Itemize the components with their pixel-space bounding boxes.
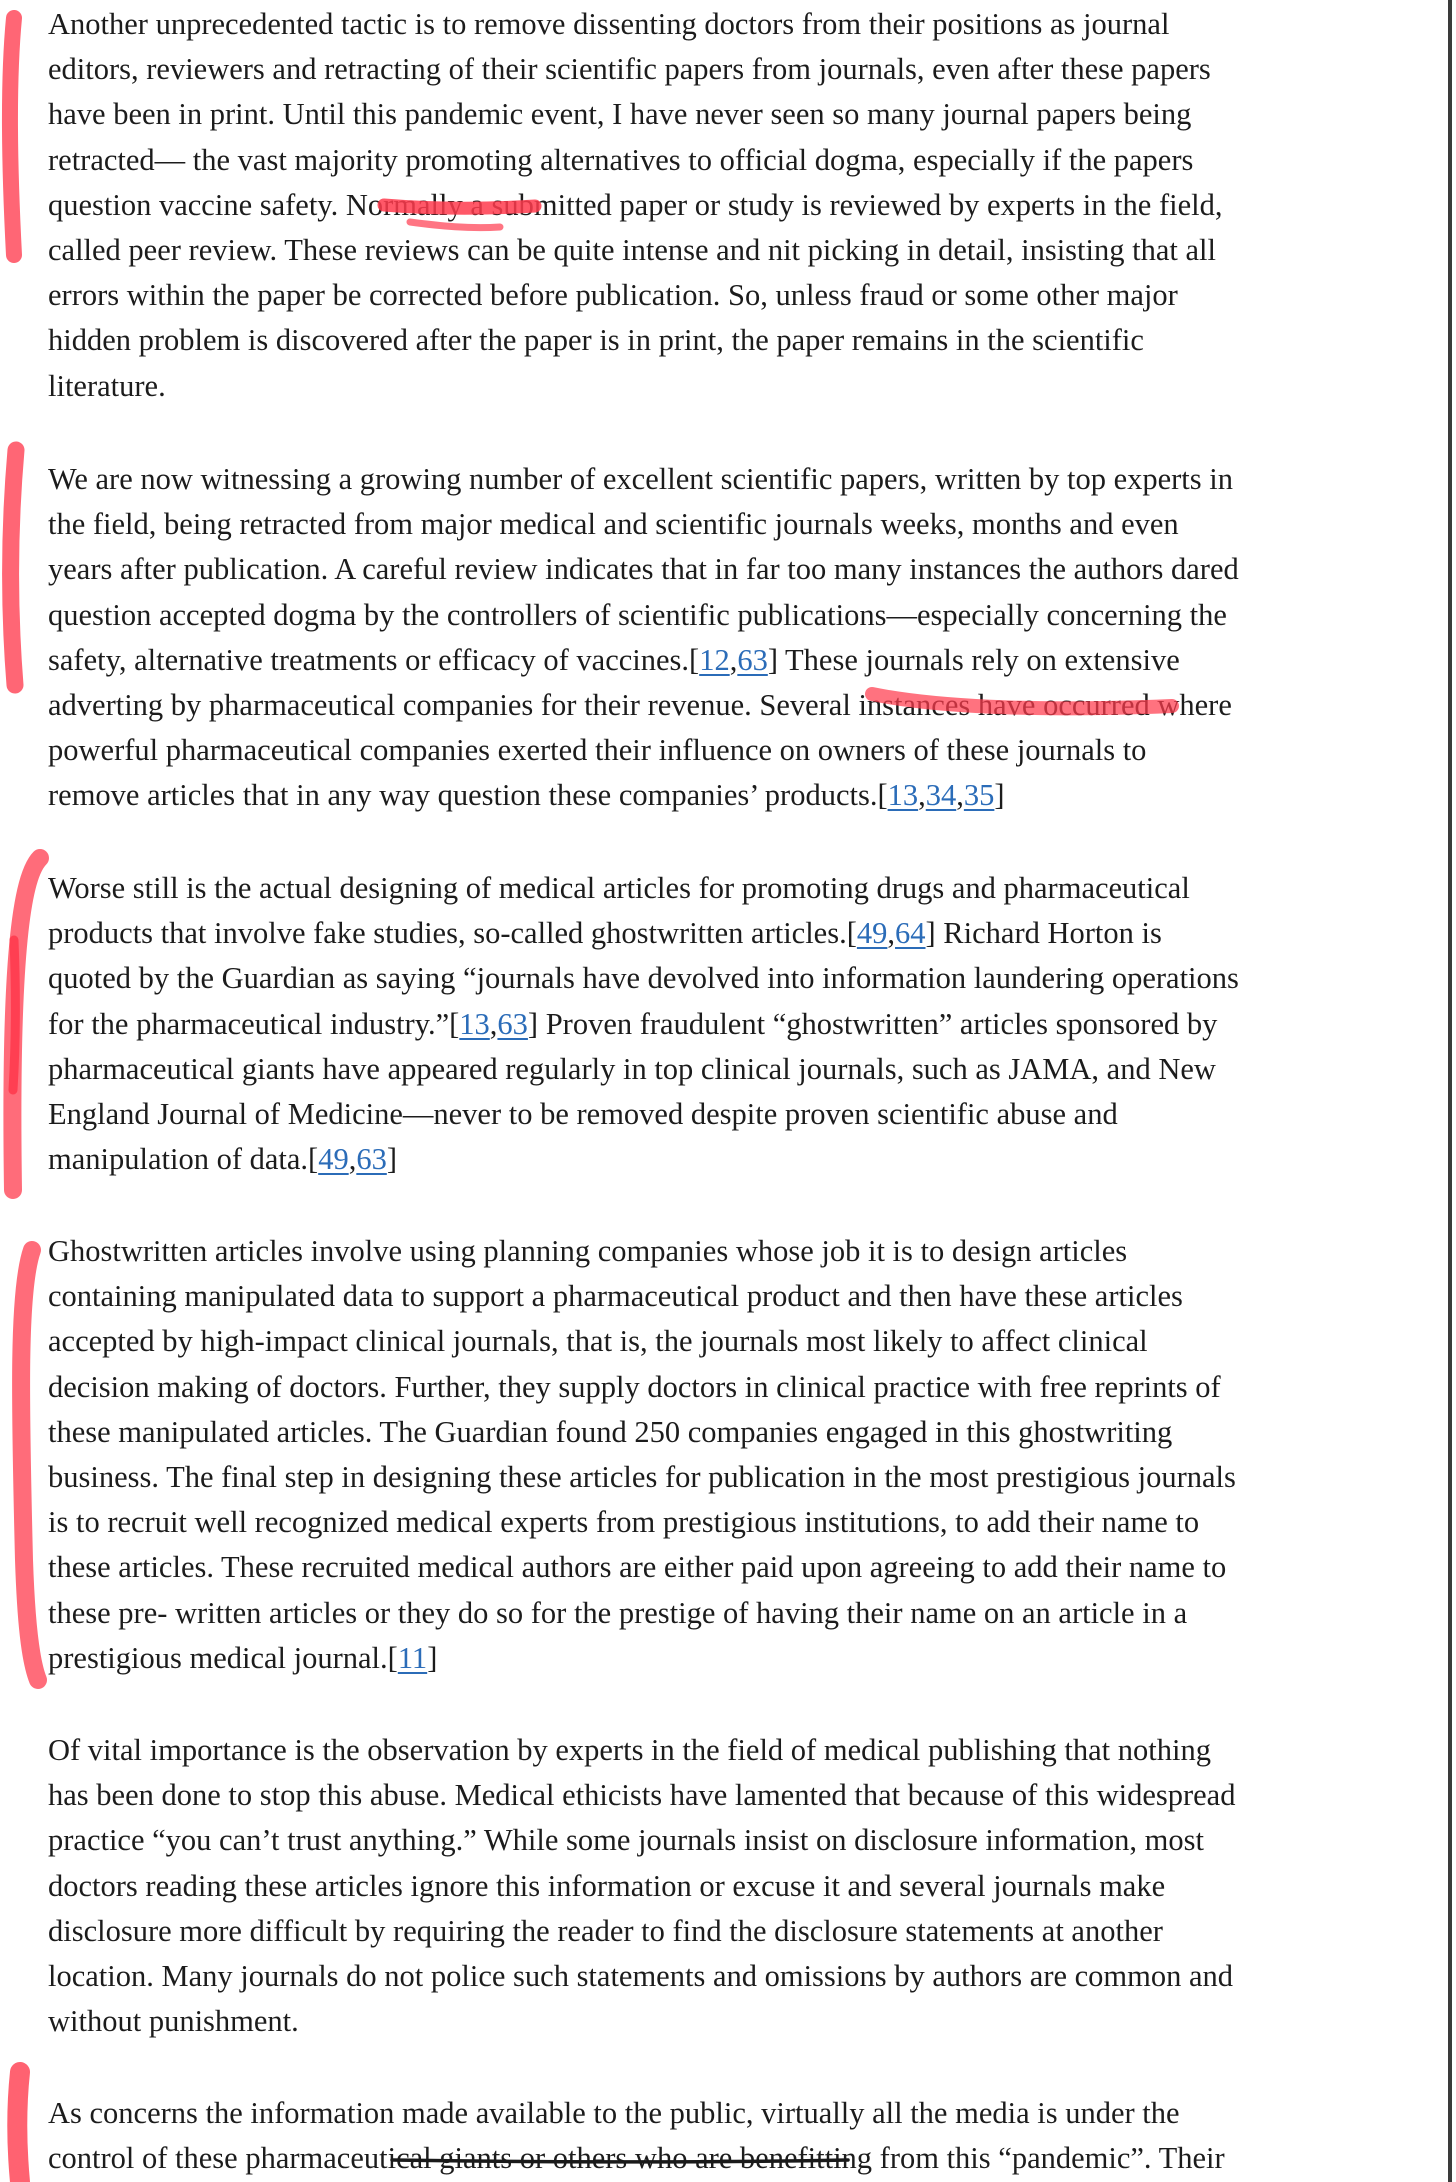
citation-link[interactable]: 49 [856, 916, 888, 951]
text-line [48, 1092, 1408, 1137]
text-line [48, 228, 1408, 273]
text-line [48, 593, 1408, 638]
citation-link[interactable]: 34 [925, 778, 957, 813]
margin-bracket-mark [13, 940, 15, 1090]
text-line [48, 1818, 1408, 1863]
text-segment: without punishment. [48, 2004, 299, 2039]
paragraph-2 [48, 457, 1408, 819]
text-line [48, 273, 1408, 318]
text-segment: Ghostwritten articles involve using planning companies whose job it is to design articles [48, 1234, 1128, 1268]
text-line [48, 911, 1408, 956]
text-segment: have been in print. Until this pandemic event, I have never seen so many journal papers being [48, 97, 1192, 132]
text-line [48, 773, 1408, 818]
text-line [48, 318, 1408, 363]
text-line [48, 2, 1408, 47]
text-segment: As concerns the information made available to the public, virtually all the media is under the [48, 2096, 1180, 2130]
text-segment: Worse still is the actual designing of medical articles for promoting drugs and pharmaceutical [48, 871, 1190, 905]
text-line [48, 457, 1408, 502]
text-segment: question accepted dogma by the controllers of scientific publications—especially concerning the [48, 597, 1227, 632]
citation-link[interactable]: 63 [737, 642, 768, 677]
text-segment: remove articles that in any way question these companies’ products.[ [48, 778, 888, 813]
text-line [48, 1999, 1408, 2044]
text-line [48, 547, 1408, 592]
margin-bracket-mark [10, 18, 14, 255]
citation-link[interactable]: 13 [887, 778, 919, 813]
text-segment: , [489, 1006, 498, 1041]
text-segment: ] [386, 1142, 397, 1177]
text-segment: years after publication. A careful review indicates that in far too many instances the authors dared [48, 552, 1239, 587]
text-segment: these pre- written articles or they do so for the prestige of having their name on an article in a [48, 1595, 1188, 1630]
right-edge-rule [1448, 0, 1452, 2182]
text-segment: , [887, 916, 896, 951]
text-line [48, 502, 1408, 547]
text-line [48, 1365, 1408, 1410]
citation-link[interactable]: 63 [497, 1006, 528, 1041]
text-line [48, 1909, 1408, 1954]
text-line [48, 1002, 1408, 1047]
text-segment: ] Proven fraudulent “ghostwritten” articles sponsored by [527, 1006, 1218, 1041]
text-line [48, 1591, 1408, 1636]
text-segment: these articles. These recruited medical authors are either paid upon agreeing to add their name to [48, 1550, 1227, 1585]
text-segment: hidden problem is discovered after the paper is in print, the paper remains in the scientific [48, 323, 1144, 358]
text-segment: powerful pharmaceutical companies exerted their influence on owners of these journals to [48, 733, 1147, 768]
text-line [48, 1864, 1408, 1909]
text-line [48, 638, 1408, 683]
text-segment: pharmaceutical giants have appeared regularly in top clinical journals, such as JAMA, and New [48, 1051, 1216, 1086]
text-line [48, 1410, 1408, 1455]
text-segment: decision making of doctors. Further, they supply doctors in clinical practice with free reprints of [48, 1369, 1221, 1404]
text-segment: ] [427, 1640, 438, 1675]
paragraph-3 [48, 866, 1408, 1182]
paragraph-1 [48, 2, 1408, 409]
text-segment: the field, being retracted from major medical and scientific journals weeks, months and even [48, 507, 1179, 542]
text-line [48, 1137, 1408, 1182]
text-segment: doctors reading these articles ignore this information or excuse it and several journals make [48, 1868, 1166, 1903]
text-line [48, 1455, 1408, 1500]
text-segment: location. Many journals do not police such statements and omissions by authors are common and [48, 1958, 1234, 1993]
text-line [48, 183, 1408, 228]
text-line [48, 92, 1408, 137]
citation-link[interactable]: 13 [459, 1006, 490, 1041]
text-line [48, 2091, 1408, 2136]
text-segment: containing manipulated data to support a pharmaceutical product and then have these articles [48, 1279, 1183, 1314]
text-segment: has been done to stop this abuse. Medical ethicists have lamented that because of this widespread [48, 1778, 1236, 1813]
text-segment: , [729, 642, 738, 677]
citation-link[interactable]: 49 [318, 1142, 349, 1177]
text-segment: literature. [48, 368, 166, 403]
text-line [48, 1274, 1408, 1319]
text-segment: adverting by pharmaceutical companies for their revenue. Several instances have occurred where [48, 687, 1232, 722]
margin-bracket-mark [12, 858, 40, 1190]
text-line [48, 956, 1408, 1001]
text-segment: products that involve fake studies, so-called ghostwritten articles.[ [48, 916, 857, 951]
text-segment: quoted by the Guardian as saying “journals have devolved into information laundering operations [48, 961, 1239, 996]
text-segment: control of these pharmaceutical giants or others who are benefitting from this “pandemic”. Their [48, 2141, 1225, 2176]
citation-link[interactable]: 12 [699, 642, 730, 677]
text-line [48, 1954, 1408, 1999]
text-segment: Another unprecedented tactic is to remove dissenting doctors from their positions as journal [48, 7, 1170, 41]
text-segment: England Journal of Medicine—never to be removed despite proven scientific abuse and [48, 1096, 1118, 1131]
text-line [48, 728, 1408, 773]
paragraph-4 [48, 1229, 1408, 1681]
citation-link[interactable]: 63 [356, 1142, 387, 1177]
text-line [48, 683, 1408, 728]
text-segment: Of vital importance is the observation by experts in the field of medical publishing that nothing [48, 1733, 1211, 1767]
text-segment: ] These journals rely on extensive [767, 642, 1180, 677]
text-segment: manipulation of data.[ [48, 1142, 319, 1177]
text-line [48, 1773, 1408, 1818]
text-line [48, 1500, 1408, 1545]
text-segment: business. The final step in designing these articles for publication in the most prestigious journals [48, 1459, 1236, 1494]
text-segment: , [956, 778, 964, 813]
margin-bracket-mark [21, 1250, 38, 1680]
text-segment: safety, alternative treatments or efficacy of vaccines.[ [48, 642, 700, 677]
text-segment: , [348, 1142, 357, 1177]
text-segment: is to recruit well recognized medical experts from prestigious institutions, to add their name to [48, 1505, 1200, 1540]
text-segment: accepted by high-impact clinical journals, that is, the journals most likely to affect clinical [48, 1324, 1148, 1359]
citation-link[interactable]: 11 [397, 1640, 428, 1675]
text-segment: errors within the paper be corrected before publication. So, unless fraud or some other major [48, 278, 1178, 313]
text-segment: ] Richard Horton is [925, 916, 1162, 951]
text-line [48, 866, 1408, 911]
text-line [48, 1545, 1408, 1590]
text-line [48, 2136, 1408, 2181]
text-segment: retracted— the vast majority promoting alternatives to official dogma, especially if the papers [48, 142, 1194, 177]
text-segment: ] [994, 778, 1005, 813]
text-segment: called peer review. These reviews can be quite intense and nit picking in detail, insisting that all [48, 232, 1216, 267]
text-line [48, 1319, 1408, 1364]
citation-link[interactable]: 35 [963, 778, 995, 813]
text-segment: disclosure more difficult by requiring the reader to find the disclosure statements at another [48, 1913, 1163, 1948]
text-segment: We are now witnessing a growing number of excellent scientific papers, written by top experts in [48, 462, 1234, 496]
text-line [48, 1728, 1408, 1773]
text-segment: prestigious medical journal.[ [48, 1640, 398, 1675]
citation-link[interactable]: 64 [895, 916, 926, 951]
text-line [48, 47, 1408, 92]
text-line [48, 1229, 1408, 1274]
text-line [48, 1636, 1408, 1681]
margin-bracket-mark [11, 450, 16, 685]
text-line [48, 138, 1408, 183]
text-segment: , [918, 778, 926, 813]
margin-bracket-mark [17, 2072, 20, 2182]
text-segment: for the pharmaceutical industry.”[ [48, 1006, 460, 1041]
text-segment: practice “you can’t trust anything.” While some journals insist on disclosure information, most [48, 1823, 1204, 1858]
paragraph-6 [48, 2091, 1408, 2181]
paragraph-5 [48, 1728, 1408, 2044]
text-line [48, 1047, 1408, 1092]
text-segment: these manipulated articles. The Guardian found 250 companies engaged in this ghostwriting [48, 1414, 1173, 1449]
text-segment: question vaccine safety. Normally a submitted paper or study is reviewed by experts in the field, [48, 187, 1223, 222]
text-segment: editors, reviewers and retracting of their scientific papers from journals, even after these papers [48, 52, 1211, 87]
text-line [48, 364, 1408, 409]
